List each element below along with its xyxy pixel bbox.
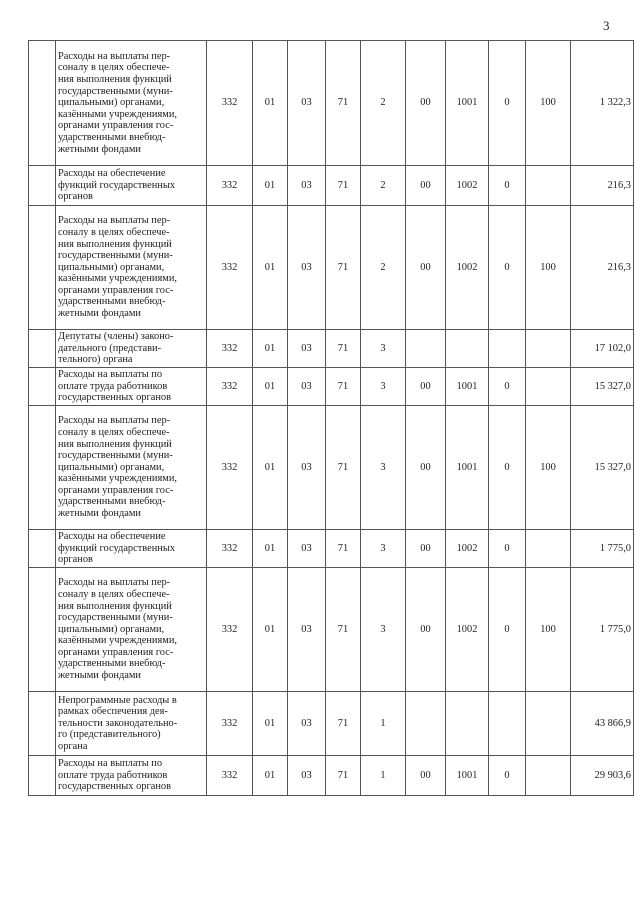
item-code-cell: 1001: [446, 406, 489, 530]
admin-code-cell: 332: [207, 368, 253, 406]
admin-code-cell: 332: [207, 568, 253, 692]
subprogram-code-cell: 2: [361, 41, 406, 166]
group-code-cell: [406, 692, 446, 756]
group-code-cell: 00: [406, 406, 446, 530]
section-code-cell: 01: [253, 41, 288, 166]
subitem-code-cell: 0: [489, 406, 526, 530]
amount-cell: 216,3: [571, 166, 634, 206]
admin-code-cell: 332: [207, 206, 253, 330]
subitem-code-cell: 0: [489, 206, 526, 330]
subitem-code-cell: 0: [489, 530, 526, 568]
item-code-cell: 1001: [446, 368, 489, 406]
expense-name-cell: Расходы на выплаты по оплате труда работников государственных органов: [56, 756, 207, 796]
admin-code-cell: 332: [207, 41, 253, 166]
expense-name-cell: Расходы на обеспечение функций государственных органов: [56, 166, 207, 206]
subsection-code-cell: 03: [288, 530, 326, 568]
row-blank-cell: [29, 41, 56, 166]
subsection-code-cell: 03: [288, 406, 326, 530]
row-blank-cell: [29, 568, 56, 692]
expense-name-cell: Расходы на выплаты пер- соналу в целях обеспече- ния выполнения функций государственными (муни- ципальными) органами, казёнными учреждениями, органами управления гос- ударственными внебюд- жетными фондами: [56, 406, 207, 530]
table-row: [29, 756, 634, 796]
admin-code-cell: 332: [207, 692, 253, 756]
item-code-cell: 1002: [446, 530, 489, 568]
table-row: [29, 206, 634, 330]
amount-cell: 29 903,6: [571, 756, 634, 796]
admin-code-cell: 332: [207, 756, 253, 796]
section-code-cell: 01: [253, 756, 288, 796]
amount-cell: 17 102,0: [571, 330, 634, 368]
item-code-cell: 1001: [446, 756, 489, 796]
expense-type-code-cell: 100: [526, 41, 571, 166]
item-code-cell: 1002: [446, 166, 489, 206]
expense-name-cell: Расходы на обеспечение функций государственных органов: [56, 530, 207, 568]
section-code-cell: 01: [253, 368, 288, 406]
subprogram-code-cell: 3: [361, 530, 406, 568]
program-code-cell: 71: [326, 692, 361, 756]
budget-table: [28, 40, 634, 796]
subprogram-code-cell: 2: [361, 166, 406, 206]
section-code-cell: 01: [253, 530, 288, 568]
amount-cell: 15 327,0: [571, 368, 634, 406]
row-blank-cell: [29, 368, 56, 406]
expense-type-code-cell: 100: [526, 406, 571, 530]
subprogram-code-cell: 1: [361, 756, 406, 796]
row-blank-cell: [29, 166, 56, 206]
amount-cell: 1 775,0: [571, 568, 634, 692]
program-code-cell: 71: [326, 568, 361, 692]
row-blank-cell: [29, 756, 56, 796]
section-code-cell: 01: [253, 206, 288, 330]
expense-type-code-cell: [526, 330, 571, 368]
group-code-cell: 00: [406, 41, 446, 166]
admin-code-cell: 332: [207, 166, 253, 206]
expense-name-cell: Расходы на выплаты пер- соналу в целях обеспече- ния выполнения функций государственными (муни- ципальными) органами, казёнными учреждениями, органами управления гос- ударственными внебюд- жетными фондами: [56, 206, 207, 330]
expense-name-cell: Расходы на выплаты пер- соналу в целях обеспече- ния выполнения функций государственными (муни- ципальными) органами, казёнными учреждениями, органами управления гос- ударственными внебюд- жетными фондами: [56, 41, 207, 166]
group-code-cell: 00: [406, 206, 446, 330]
subsection-code-cell: 03: [288, 206, 326, 330]
table-row: [29, 568, 634, 692]
page-number: 3: [603, 18, 610, 33]
amount-cell: 216,3: [571, 206, 634, 330]
expense-type-code-cell: [526, 368, 571, 406]
group-code-cell: 00: [406, 368, 446, 406]
section-code-cell: 01: [253, 330, 288, 368]
amount-cell: 43 866,9: [571, 692, 634, 756]
admin-code-cell: 332: [207, 406, 253, 530]
section-code-cell: 01: [253, 406, 288, 530]
expense-type-code-cell: [526, 166, 571, 206]
group-code-cell: 00: [406, 166, 446, 206]
subsection-code-cell: 03: [288, 568, 326, 692]
section-code-cell: 01: [253, 166, 288, 206]
expense-type-code-cell: [526, 756, 571, 796]
expense-name-cell: Расходы на выплаты пер- соналу в целях обеспече- ния выполнения функций государственными (муни- ципальными) органами, казёнными учреждениями, органами управления гос- ударственными внебюд- жетными фондами: [56, 568, 207, 692]
subitem-code-cell: 0: [489, 368, 526, 406]
subitem-code-cell: [489, 330, 526, 368]
subsection-code-cell: 03: [288, 756, 326, 796]
item-code-cell: 1002: [446, 568, 489, 692]
program-code-cell: 71: [326, 41, 361, 166]
subprogram-code-cell: 1: [361, 692, 406, 756]
section-code-cell: 01: [253, 568, 288, 692]
table-row: [29, 530, 634, 568]
group-code-cell: 00: [406, 530, 446, 568]
row-blank-cell: [29, 692, 56, 756]
subsection-code-cell: 03: [288, 166, 326, 206]
table-row: [29, 406, 634, 530]
program-code-cell: 71: [326, 368, 361, 406]
subsection-code-cell: 03: [288, 368, 326, 406]
item-code-cell: [446, 692, 489, 756]
expense-type-code-cell: [526, 530, 571, 568]
subprogram-code-cell: 3: [361, 568, 406, 692]
subprogram-code-cell: 3: [361, 406, 406, 530]
item-code-cell: 1001: [446, 41, 489, 166]
row-blank-cell: [29, 330, 56, 368]
program-code-cell: 71: [326, 166, 361, 206]
item-code-cell: [446, 330, 489, 368]
subsection-code-cell: 03: [288, 330, 326, 368]
table-row: [29, 368, 634, 406]
section-code-cell: 01: [253, 692, 288, 756]
subitem-code-cell: 0: [489, 166, 526, 206]
program-code-cell: 71: [326, 406, 361, 530]
expense-name-cell: Депутаты (члены) законо- дательного (представи- тельного) органа: [56, 330, 207, 368]
subitem-code-cell: 0: [489, 756, 526, 796]
expense-name-cell: Непрограммные расходы в рамках обеспечения дея- тельности законодательно- го (представительного) органа: [56, 692, 207, 756]
table-row: [29, 692, 634, 756]
subitem-code-cell: 0: [489, 41, 526, 166]
subprogram-code-cell: 2: [361, 206, 406, 330]
group-code-cell: 00: [406, 756, 446, 796]
program-code-cell: 71: [326, 206, 361, 330]
expense-name-cell: Расходы на выплаты по оплате труда работников государственных органов: [56, 368, 207, 406]
expense-type-code-cell: 100: [526, 206, 571, 330]
row-blank-cell: [29, 406, 56, 530]
program-code-cell: 71: [326, 530, 361, 568]
subitem-code-cell: 0: [489, 568, 526, 692]
amount-cell: 15 327,0: [571, 406, 634, 530]
group-code-cell: [406, 330, 446, 368]
subsection-code-cell: 03: [288, 692, 326, 756]
group-code-cell: 00: [406, 568, 446, 692]
program-code-cell: 71: [326, 756, 361, 796]
item-code-cell: 1002: [446, 206, 489, 330]
amount-cell: 1 322,3: [571, 41, 634, 166]
expense-type-code-cell: 100: [526, 568, 571, 692]
amount-cell: 1 775,0: [571, 530, 634, 568]
table-row: [29, 166, 634, 206]
row-blank-cell: [29, 530, 56, 568]
program-code-cell: 71: [326, 330, 361, 368]
table-row: [29, 41, 634, 166]
subitem-code-cell: [489, 692, 526, 756]
admin-code-cell: 332: [207, 530, 253, 568]
table-row: [29, 330, 634, 368]
row-blank-cell: [29, 206, 56, 330]
subprogram-code-cell: 3: [361, 330, 406, 368]
expense-type-code-cell: [526, 692, 571, 756]
admin-code-cell: 332: [207, 330, 253, 368]
subprogram-code-cell: 3: [361, 368, 406, 406]
subsection-code-cell: 03: [288, 41, 326, 166]
